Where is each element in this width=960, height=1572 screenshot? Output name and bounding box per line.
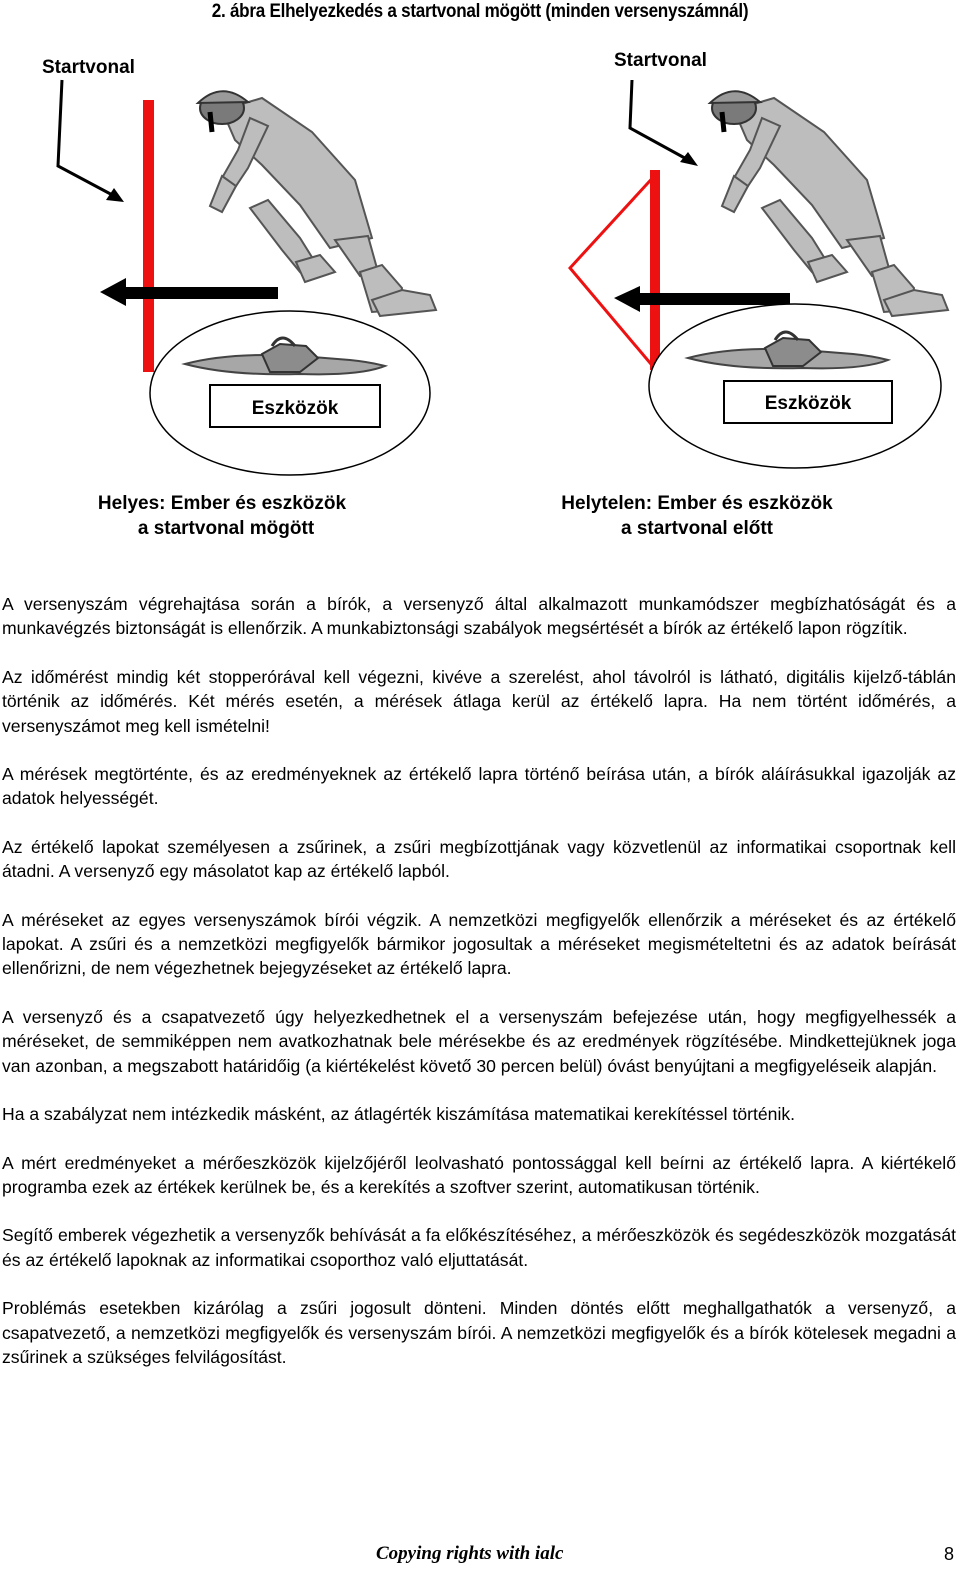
pointer-line — [58, 80, 118, 198]
page-number: 8 — [943, 1544, 954, 1564]
paragraph: Problémás esetekben kizárólag a zsűri jogosult dönteni. Minden döntés előtt meghallgathatók a versenyző, a csapatvezető, a nemzetközi megfigyelők és versenyszám bírói. A nemzetközi megfigyelők és a bírók kötelesek megadni a zsűrinek a szükséges felvilágosítást. — [2, 1298, 956, 1367]
paragraph: Az időmérést mindig két stopperórával kell végezni, kivéve a szerelést, ahol távolról is látható, digitális kijelző-táblán történik az időmérés. Két mérés esetén, a mérések átlaga kerül az értékelő lapra. Ha nem történt időmérés, a versenyszámot meg kell ismételni! — [2, 666, 956, 736]
paragraph: A méréseket az egyes versenyszámok bírói végzik. A nemzetközi megfigyelők ellenőrzik a méréseket és az értékelő lapokat. A zsűri és a nemzetközi megfigyelők bármikor jogosultak a méréseket megismételtetni és az adatok beírását ellenőrizni, de nem végezhetnek bejegyzéseket az értékelő lapra. — [2, 909, 956, 979]
page-footer — [0, 1541, 960, 1569]
caption-line-1: Helytelen: Ember és eszközök — [561, 493, 833, 514]
body-text — [2, 592, 956, 1393]
pointer-line — [630, 80, 692, 162]
paragraph: Az értékelő lapokat személyesen a zsűrinek, a zsűri megbízottjának vagy közvetlenül az informatikai csoportnak kell átadni. A versenyző egy másolatot kap az értékelő lapból. — [2, 836, 956, 882]
tools-label: Eszközök — [251, 398, 339, 419]
caption-line-1: Helyes: Ember és eszközök — [97, 493, 347, 514]
paragraph: A versenyszám végrehajtása során a bírók, a versenyző által alkalmazott munkamódszer megbízhatóságát és a munkavégzés biztonságát is ellenőrzik. A munkabiztonsági szabályok megsértését a bírók az értékelő lapon rögzítik. — [2, 594, 956, 639]
left-panel — [42, 57, 436, 539]
start-line — [650, 170, 660, 370]
paragraph: A mérések megtörténte, és az eredményeknek az értékelő lapra történő beírása után, a bírók aláírásukkal igazolják az adatok helyességét. — [2, 764, 956, 809]
start-line-label: Startvonal — [42, 57, 135, 78]
tools-label: Eszközök — [764, 393, 852, 414]
paragraph: A mért eredményeket a mérőeszközök kijelzőjéről leolvasható pontossággal kell beírni az értékelő lapra. A kiértékelő programba ezek az értékek kerülnek be, és a kerekítés a szoftver szerint, automatikusan történik. — [2, 1152, 956, 1197]
paragraph: A versenyző és a csapatvezető úgy helyezkedhetnek el a versenyszám befejezése után, hogy megfigyelhessék a méréseket, de semmiképpen nem avatkozhatnak bele mérésekbe és az eredmények rögzítésébe. Mindkettejüknek joga van azonban, a megszabott határidőig (a kiértékelést követő 30 percen belül) óvást benyújtani a megfigyeléseik alapján. — [2, 1006, 956, 1076]
start-line — [143, 100, 154, 372]
paragraph: Ha a szabályzat nem intézkedik másként, az átlagérték kiszámítása matematikai kerekítéssel történik. — [2, 1104, 796, 1125]
copyright-note: Copying rights with ialc — [376, 1543, 564, 1564]
invalid-position-mark — [570, 172, 658, 370]
right-panel — [561, 50, 948, 539]
move-arrow — [100, 278, 278, 306]
athlete-figure — [198, 91, 436, 316]
athlete-figure — [710, 91, 948, 316]
caption-line-2: a startvonal mögött — [137, 518, 315, 539]
paragraph: Segítő emberek végezhetik a versenyzők behívását a fa előkészítéséhez, a mérőeszközök és segédeszközök mozgatását és az értékelő lapoknak az informatikai csoporthoz való eljuttatását. — [2, 1225, 956, 1270]
figure-title: 2. ábra Elhelyezkedés a startvonal mögött (minden versenyszámnál) — [211, 1, 749, 22]
startline-figure — [0, 0, 960, 560]
start-line-label: Startvonal — [614, 50, 707, 71]
caption-line-2: a startvonal előtt — [620, 518, 774, 539]
